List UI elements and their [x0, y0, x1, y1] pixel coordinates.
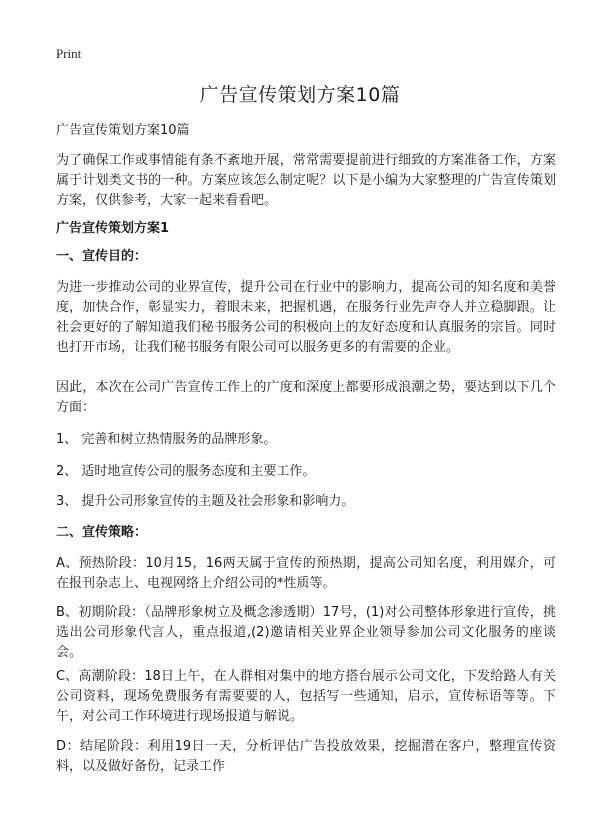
document-subtitle: 广告宣传策划方案10篇 [56, 123, 190, 138]
intro-paragraph: 为了确保工作或事情能有条不紊地开展，常常需要提前进行细致的方案准备工作，方案属于计划类文书的一种。方案应该怎么制定呢？以下是小编为大家整理的广告宣传策划方案，仅供参考，大家一起来看看吧。 [56, 153, 556, 208]
purpose-heading: 一、宣传目的： [56, 249, 148, 264]
stage-paragraph: B、初期阶段：（品牌形象树立及概念渗透期）17号，(1)对公司整体形象进行宣传，挑选出公司形象代言人，重点报道,(2)邀请相关业界企业领导参加公司文化服务的座谈会。 [56, 605, 556, 660]
stage-paragraph: C、高潮阶段：18日上午，在人群相对集中的地方搭台展示公司文化，下发给路人有关公司资料，现场免费服务有需要要的人，包括写一些通知，启示，宣传标语等等。下午，对公司工作环境进行现场报道与解说。 [56, 669, 556, 724]
point-item: 1、 完善和树立热情服务的品牌形象。 [56, 432, 277, 447]
document-title: 广告宣传策划方案10篇 [199, 84, 401, 106]
therefore-paragraph: 因此，本次在公司广告宣传工作上的广度和深度上都要形成浪潮之势，要达到以下几个方面： [56, 380, 556, 415]
print-link[interactable]: Print [56, 46, 82, 61]
stage-paragraph: D：结尾阶段：利用19日一天，分析评估广告投放效果，挖掘潜在客户，整理宣传资料，以及做好备份，记录工作 [56, 739, 556, 774]
section-title: 广告宣传策划方案1 [56, 221, 170, 236]
strategy-heading: 二、宣传策略： [56, 525, 148, 540]
stage-paragraph: A、预热阶段：10月15，16两天属于宣传的预热期，提高公司知名度，利用媒介，可在报刊杂志上、电视网络上介绍公司的*性质等。 [56, 556, 556, 591]
point-item: 2、 适时地宣传公司的服务态度和主要工作。 [56, 464, 316, 479]
point-item: 3、 提升公司形象宣传的主题及社会形象和影响力。 [56, 494, 355, 509]
purpose-paragraph: 为进一步推动公司的业界宣传，提升公司在行业中的影响力，提高公司的知名度和美誉度，加快合作，彰显实力，着眼未来，把握机遇，在服务行业先声夺人并立稳脚跟。让社会更好的了解知道我们秘书服务公司的积极向上的友好态度和认真服务的宗旨。同时也打开市场，让我们秘书服务有限公司可以服务更多的有需要的企业。 [56, 280, 556, 355]
